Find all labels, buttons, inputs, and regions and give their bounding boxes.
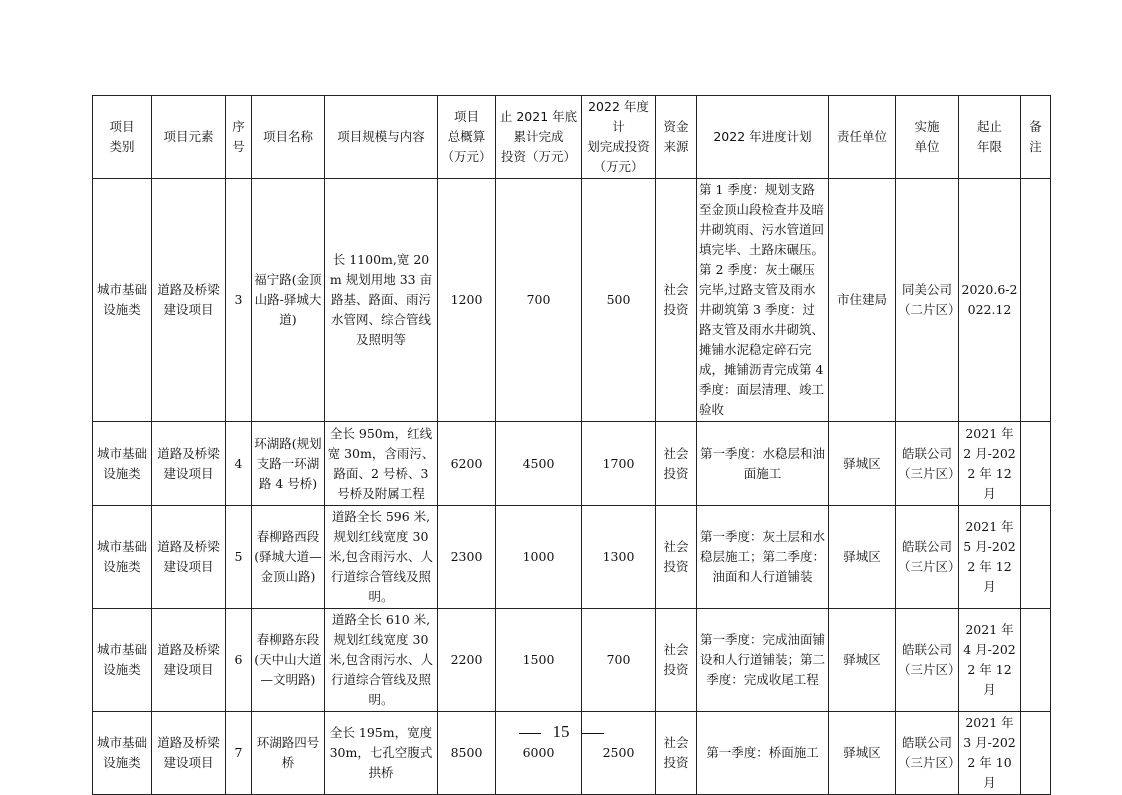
cell-completed: 1000 [496,506,582,609]
cell-completed: 1500 [496,609,582,712]
header-category: 项目 类别 [93,96,152,179]
cell-progress: 第一季度：灰土层和水稳层施工；第二季度：油面和人行道铺装 [697,506,829,609]
footer-dash-right [582,733,604,734]
header-remark: 备 注 [1021,96,1051,179]
cell-element: 道路及桥梁建设项目 [152,506,226,609]
cell-plan2022: 500 [582,179,656,422]
cell-category: 城市基础设施类 [93,422,152,506]
cell-completed: 6000 [496,712,582,795]
cell-scope: 长 1100m,宽 20m 规划用地 33 亩路基、路面、雨污水管网、综合管线及照明等 [325,179,438,422]
cell-progress: 第一季度：桥面施工 [697,712,829,795]
cell-period: 2021 年 4 月-2022 年 12 月 [959,609,1021,712]
cell-remark [1021,179,1051,422]
cell-fund: 社会投资 [656,609,697,712]
cell-fund: 社会投资 [656,422,697,506]
cell-implementer: 同美公司（二片区） [896,179,959,422]
cell-scope: 道路全长 596 米,规划红线宽度 30 米,包含雨污水、人行道综合管线及照明。 [325,506,438,609]
header-element: 项目元素 [152,96,226,179]
header-budget: 项目 总概算 （万元） [438,96,496,179]
cell-name: 春柳路西段(驿城大道—金顶山路) [252,506,325,609]
header-fund: 资金 来源 [656,96,697,179]
cell-no: 7 [226,712,252,795]
cell-name: 环湖路(规划支路一环湖路 4 号桥) [252,422,325,506]
cell-plan2022: 2500 [582,712,656,795]
header-no: 序号 [226,96,252,179]
table-row [93,609,1051,712]
cell-no: 3 [226,179,252,422]
cell-category: 城市基础设施类 [93,179,152,422]
header-progress: 2022 年进度计划 [697,96,829,179]
cell-fund: 社会投资 [656,179,697,422]
cell-budget: 2300 [438,506,496,609]
cell-remark [1021,506,1051,609]
cell-plan2022: 700 [582,609,656,712]
header-name: 项目名称 [252,96,325,179]
header-plan2022: 2022 年度计 划完成投资 （万元） [582,96,656,179]
cell-element: 道路及桥梁建设项目 [152,422,226,506]
cell-implementer: 皓联公司（三片区） [896,712,959,795]
cell-period: 2021 年 2 月-2022 年 12 月 [959,422,1021,506]
cell-implementer: 皓联公司（三片区） [896,422,959,506]
cell-responsible: 市住建局 [829,179,896,422]
cell-responsible: 驿城区 [829,506,896,609]
header-scope: 项目规模与内容 [325,96,438,179]
cell-name: 春柳路东段(天中山大道—文明路) [252,609,325,712]
cell-scope: 全长 195m，宽度 30m，七孔空腹式拱桥 [325,712,438,795]
cell-progress: 第 1 季度：规划支路至金顶山段检查井及暗井砌筑雨、污水管道回填完毕、土路床碾压。第 2 季度：灰土碾压完毕,过路支管及雨水井砌筑第 3 季度：过路支管及雨水井砌筑、摊铺水泥稳定碎石完成，摊铺沥青完成第 4 季度：面层清理、竣工验收 [697,179,829,422]
header-responsible: 责任单位 [829,96,896,179]
cell-period: 2020.6-2022.12 [959,179,1021,422]
table-row [93,506,1051,609]
cell-element: 道路及桥梁建设项目 [152,609,226,712]
cell-budget: 8500 [438,712,496,795]
cell-remark [1021,422,1051,506]
cell-remark [1021,609,1051,712]
cell-completed: 4500 [496,422,582,506]
cell-name: 环湖路四号桥 [252,712,325,795]
page-footer [0,722,1122,742]
header-implementer: 实施 单位 [896,96,959,179]
cell-name: 福宁路(金顶山路-驿城大道) [252,179,325,422]
cell-no: 4 [226,422,252,506]
header-completed: 止 2021 年底 累计完成 投资（万元） [496,96,582,179]
cell-category: 城市基础设施类 [93,609,152,712]
page-number: 15 [552,722,570,741]
cell-fund: 社会投资 [656,506,697,609]
cell-fund: 社会投资 [656,712,697,795]
cell-no: 5 [226,506,252,609]
cell-period: 2021 年 5 月-2022 年 12 月 [959,506,1021,609]
cell-budget: 6200 [438,422,496,506]
cell-implementer: 皓联公司（三片区） [896,506,959,609]
cell-scope: 道路全长 610 米,规划红线宽度 30 米,包含雨污水、人行道综合管线及照明。 [325,609,438,712]
table-row [93,422,1051,506]
table-row [93,179,1051,422]
cell-implementer: 皓联公司（三片区） [896,609,959,712]
cell-budget: 2200 [438,609,496,712]
cell-progress: 第一季度：完成油面铺设和人行道铺装；第二季度：完成收尾工程 [697,609,829,712]
cell-plan2022: 1700 [582,422,656,506]
header-period: 起止 年限 [959,96,1021,179]
cell-element: 道路及桥梁建设项目 [152,712,226,795]
cell-element: 道路及桥梁建设项目 [152,179,226,422]
cell-category: 城市基础设施类 [93,506,152,609]
cell-scope: 全长 950m，红线宽 30m，含雨污、路面、2 号桥、3 号桥及附属工程 [325,422,438,506]
cell-category: 城市基础设施类 [93,712,152,795]
footer-dash-left [519,733,541,734]
cell-progress: 第一季度：水稳层和油面施工 [697,422,829,506]
cell-plan2022: 1300 [582,506,656,609]
cell-budget: 1200 [438,179,496,422]
table-header-row [93,96,1051,179]
cell-no: 6 [226,609,252,712]
project-table [92,95,1051,795]
cell-responsible: 驿城区 [829,712,896,795]
cell-responsible: 驿城区 [829,422,896,506]
cell-period: 2021 年 3 月-2022 年 10 月 [959,712,1021,795]
cell-responsible: 驿城区 [829,609,896,712]
cell-completed: 700 [496,179,582,422]
